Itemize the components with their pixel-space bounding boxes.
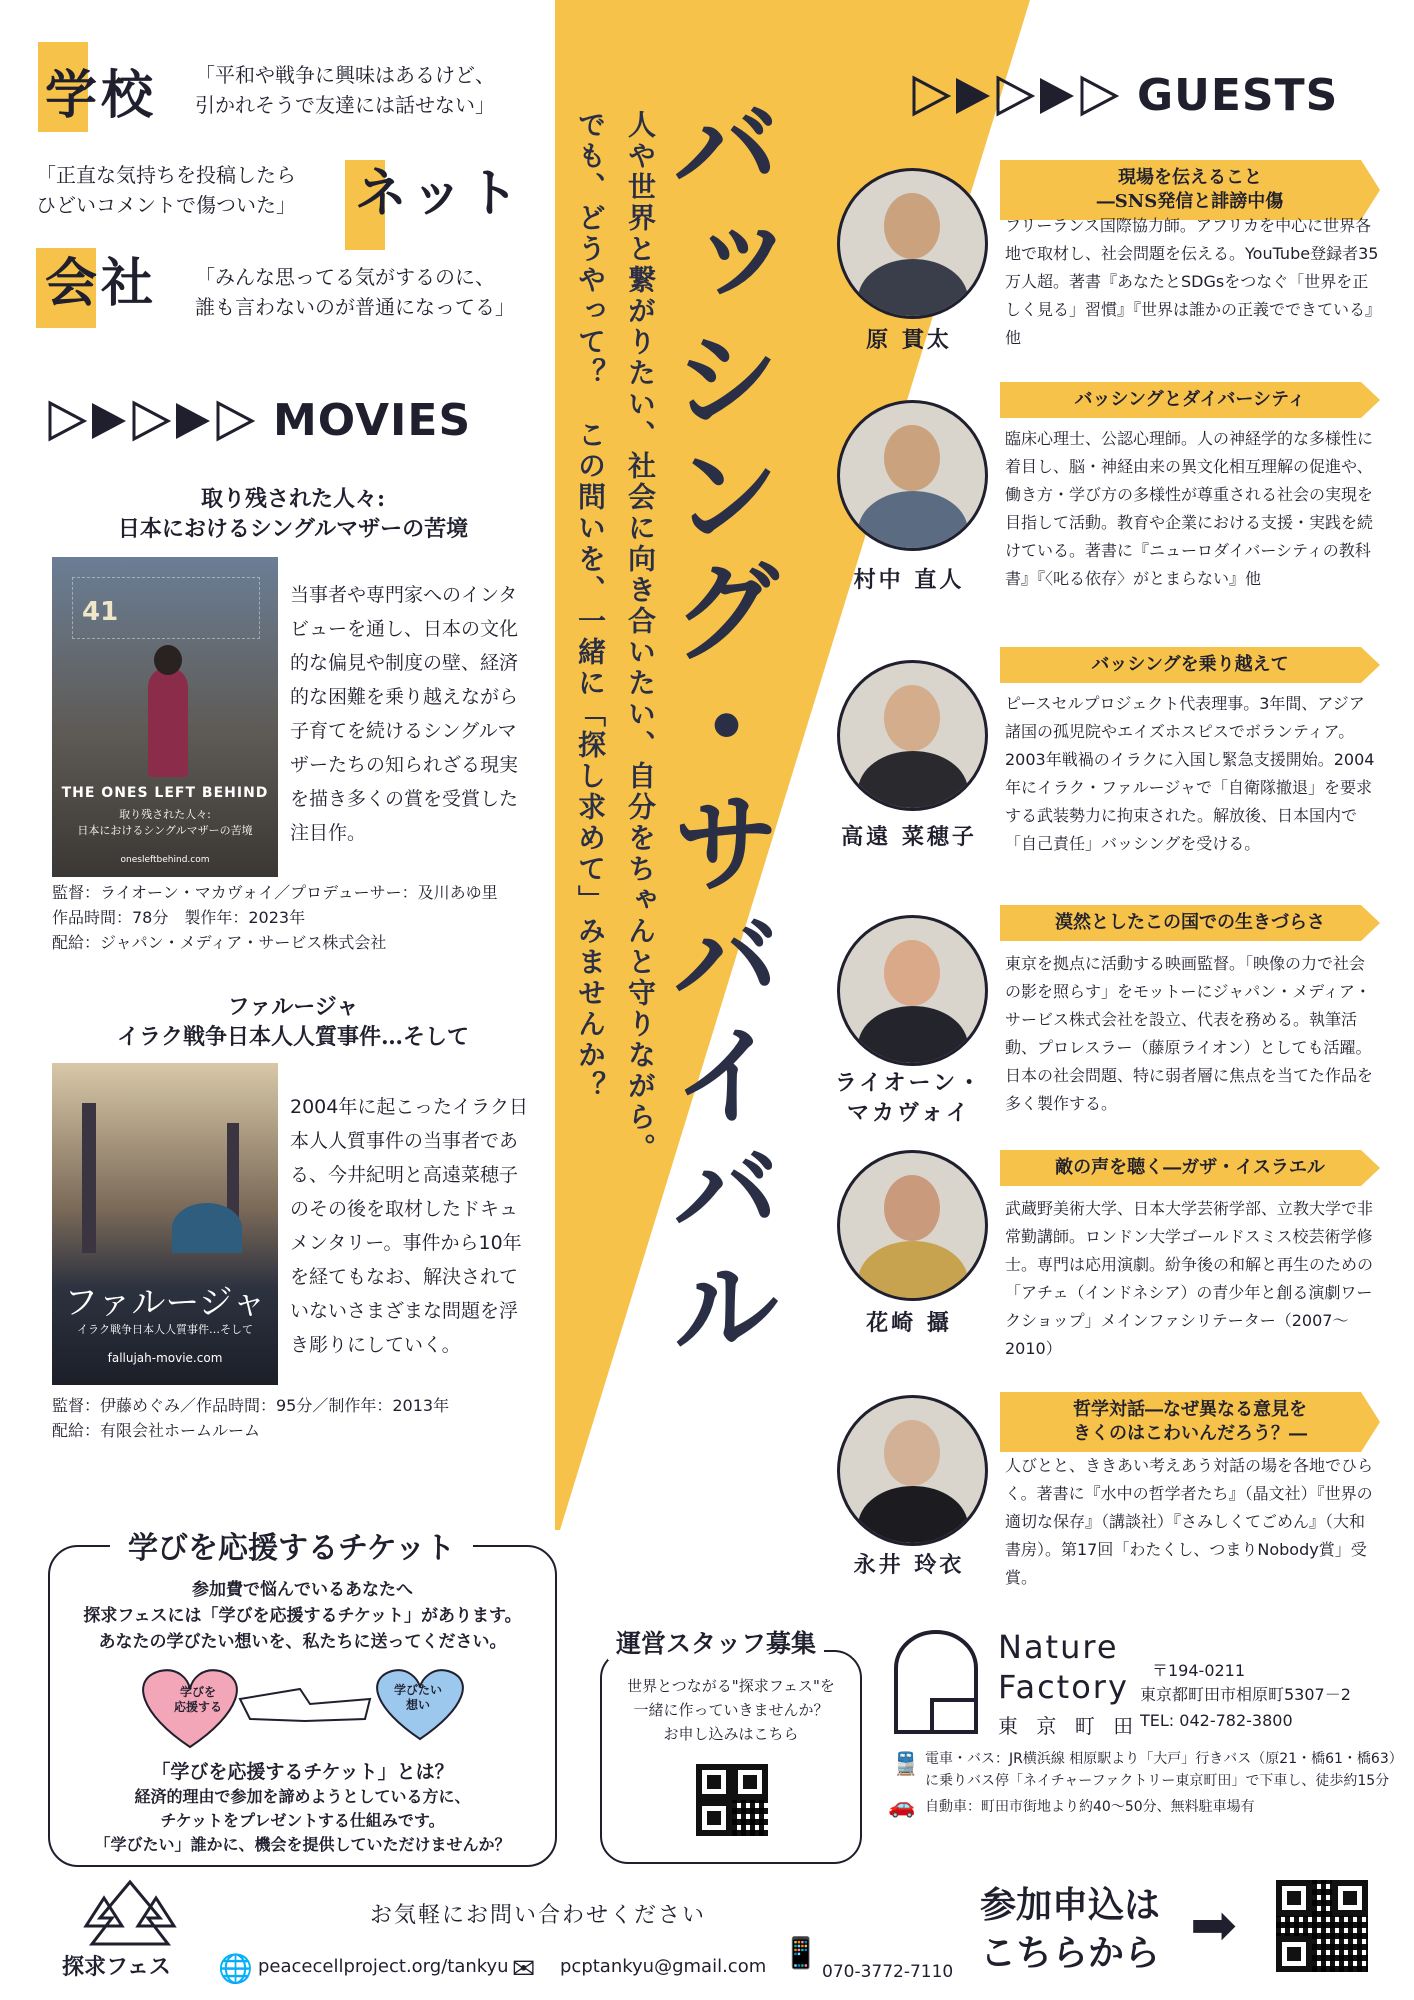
tag-net: ネット: [355, 164, 524, 224]
guest-4-photo: [837, 915, 988, 1066]
tag-company: 会社: [45, 254, 158, 314]
ticket-intro: 参加費で悩んでいるあなたへ 探求フェスには「学びを応援するチケット」があります。 あなたの学びたい想いを、私たちに送ってください。: [83, 1580, 522, 1652]
lead-text: 人や世界と繋がりたい、社会に向き合いたい、自分をちゃんと守りながら。 でも、どうやって？ この問いを、一緒に「探し求めて」みませんか？: [574, 110, 657, 1164]
tree-logo-icon: [82, 1878, 178, 1956]
mosque-dome: [172, 1203, 242, 1253]
movies-heading: [48, 395, 471, 446]
email-link[interactable]: pcptankyu@gmail.com: [560, 1956, 767, 1977]
guest-5-photo: [837, 1150, 988, 1301]
movie-2-description: 2004年に起こったイラク日本人人質事件の当事者である、今井紀明と高遠菜穂子のその後を取材したドキュメンタリー。事件から10年を経てもなお、解決されていないさまざまな問題を浮き彫りにしていく。: [290, 1096, 528, 1356]
quote-net: 「正直な気持ちを投稿したら ひどいコメントで傷ついた」: [36, 163, 296, 217]
access-train: 電車・バス：JR横浜線 相原駅より「大戸」行きバス（原21・橋61・橋63） に乗りバス停「ネイチャーファクトリー東京町田」で下車し、徒歩約15分: [925, 1751, 1403, 1789]
staff-body: 世界とつながる"探求フェス"を 一緒に作っていきませんか？ お申し込みはこちら: [627, 1677, 835, 1743]
award-badge: 41: [82, 597, 119, 627]
guest-5-topic: 敵の声を聴く―ガザ・イスラエル: [1000, 1150, 1380, 1186]
guest-3-photo: [837, 660, 988, 811]
guest-6-topic: 哲学対話―なぜ異なる意見を きくのはこわいんだろう？―: [1000, 1392, 1380, 1452]
access-car: 自動車：町田市街地より約40～50分、無料駐車場有: [925, 1799, 1255, 1815]
contact-caption: お気軽にお問い合わせください: [370, 1903, 707, 1928]
car-icon: 🚗: [888, 1794, 916, 1819]
apply-text: 参加申込は こちらから: [980, 1885, 1161, 1974]
guest-5-bio: 武蔵野美術大学、日本大学芸術学部、立教大学で非常勤講師。ロンドン大学ゴールドスミス校芸術学修士。専門は応用演劇。紛争後の和解と再生のための「アチェ（インドネシア）の青少年と創る演劇ワークショップ」メインファシリテーター（2007〜2010）: [1005, 1199, 1374, 1358]
guest-3-bio: ピースセルプロジェクト代表理事。3年間、アジア諸国の孤児院やエイズホスピスでボランティア。2003年戦禍のイラクに入国し緊急支援開始。2004年にイラク・ファルージャで「自衛隊撤退」を要求する武装勢力に拘束された。解放後、日本国内で「自己責任」バッシングを受ける。: [1005, 694, 1375, 853]
guest-2-name: 村中 直人: [853, 567, 965, 593]
guest-4-bio: 東京を拠点に活動する映画監督。「映像の力で社会の影を照らす」をモットーにジャパン・メディア・サービス株式会社を設立、代表を務める。執筆活動、プロレスラー（藤原ライオン）としても活躍。日本の社会問題、特に弱者層に焦点を当てた作品を多く製作する。: [1005, 954, 1374, 1113]
guests-title: GUESTS: [1137, 70, 1339, 121]
apply-qr-code[interactable]: [1276, 1880, 1368, 1972]
guest-4-topic: 漠然としたこの国での生きづらさ: [1000, 905, 1380, 941]
venue-postal: 〒194-0211: [1152, 1661, 1246, 1680]
ticket-question: 「学びを応援するチケット」とは？: [151, 1761, 454, 1783]
guest-6-name: 永井 玲衣: [853, 1552, 965, 1578]
phone-number[interactable]: 070-3772-7110: [822, 1962, 954, 1982]
guests-heading: [912, 70, 1338, 121]
guest-2-bio: 臨床心理士、公認心理師。人の神経学的な多様性に着目し、脳・神経由来の異文化相互理解の促進や、働き方・学び方の多様性が尊重される社会の実現を目指して活動。教育や企業における支援・実践を続けている。著書に『ニューロダイバーシティの教科書』『〈叱る依存〉がとまらない』他: [1005, 429, 1374, 588]
guest-2-photo: [837, 400, 988, 551]
guest-1-name: 原 貫太: [866, 327, 952, 353]
ticket-heading: 学びを応援するチケット: [110, 1523, 473, 1567]
person-figure: [148, 667, 188, 777]
arrow-right-icon: ➡: [1190, 1893, 1237, 1958]
guest-6-bio: 人びとと、ききあい考えあう対話の場を各地でひらく。著書に『水中の哲学者たち』（晶文社）『世界の適切な保存』（講談社）『さみしくてごめん』（大和書房）。第17回「わたくし、つまりNobody賞」受賞。: [1005, 1456, 1374, 1587]
heart-left-label: 学びを 応援する: [173, 1685, 222, 1714]
website-link[interactable]: peacecellproject.org/tankyu: [258, 1956, 509, 1977]
guest-2-topic: バッシングとダイバーシティ: [1000, 382, 1380, 418]
movie-1-poster: 41 THE ONES LEFT BEHIND 取り残された人々: 日本におけるシングルマザーの苦境 onesleftbehind.com: [52, 557, 278, 877]
guest-1-bio: フリーランス国際協力師。アフリカを中心に世界各地で取材し、社会問題を伝える。YouTube登録者35万人超。著書『あなたとSDGsをつなぐ「世界を正しく見る」習慣』『世界は誰かの正義でできている』他: [1005, 216, 1379, 347]
quote-school: 「平和や戦争に興味はあるけど、 引かれそうで友達には話せない」: [195, 63, 495, 117]
mail-icon: ✉: [512, 1952, 536, 1985]
venue-name-1: Nature: [998, 1628, 1119, 1666]
guest-1-photo: [837, 168, 988, 319]
movie-1-title: 取り残された人々: 日本におけるシングルマザーの苦境: [117, 486, 469, 542]
ticket-explain: 経済的理由で参加を諦めようとしている方に、 チケットをプレゼントする仕組みです。 「学びたい」誰かに、機会を提供していただけませんか？: [94, 1787, 511, 1854]
movies-title: MOVIES: [273, 395, 472, 446]
festival-logo-text: 探求フェス: [62, 1955, 171, 1980]
movie-2-poster: ファルージャ イラク戦争日本人人質事件…そして fallujah-movie.com: [52, 1063, 278, 1385]
guest-4-name: ライオーン・ マカヴォイ: [834, 1070, 984, 1126]
guest-5-name: 花崎 攝: [866, 1310, 952, 1336]
tag-school: 学校: [45, 66, 158, 126]
arrow-triangles-icon: [48, 397, 263, 445]
staff-heading: 運営スタッフ募集: [608, 1624, 824, 1660]
nature-factory-logo-icon: [892, 1628, 980, 1736]
ticket-box: [48, 1531, 557, 1867]
movie-2-credits: 監督：伊藤めぐみ／作品時間：95分／制作年：2013年 配給：有限会社ホームルーム: [52, 1396, 450, 1440]
venue-name-2: Factory: [998, 1668, 1129, 1706]
main-title: バッシング・サバイバル: [653, 90, 783, 1366]
globe-icon: 🌐: [218, 1952, 253, 1985]
heart-right-label: 学びたい 想い: [393, 1683, 442, 1712]
guest-1-topic: 現場を伝えること ―SNS発信と誹謗中傷: [1000, 160, 1380, 220]
movie-2-title: ファルージャ イラク戦争日本人人質事件…そして: [116, 994, 469, 1050]
venue-address: 東京都町田市相原町5307－2: [1140, 1685, 1351, 1704]
arrow-triangles-icon: [912, 72, 1127, 120]
phone-icon: 📱: [782, 1936, 820, 1971]
movie-1-description: 当事者や専門家へのインタビューを通し、日本の文化的な偏見や制度の壁、経済的な困難を乗り越えながら子育てを続けるシングルマザーたちの知られざる現実を描き多くの賞を受賞した注目作。: [290, 584, 519, 844]
venue-name-3: 東 京 町 田: [998, 1714, 1140, 1738]
train-icon: 🚆: [892, 1752, 920, 1777]
guest-3-topic: バッシングを乗り越えて: [1000, 647, 1380, 683]
guest-6-photo: [837, 1395, 988, 1546]
movie-1-credits: 監督：ライオーン・マカヴォイ／プロデューサー：及川あゆ里 作品時間：78分 製作年：2023年 配給：ジャパン・メディア・サービス株式会社: [52, 883, 498, 952]
minaret-left: [82, 1103, 96, 1253]
venue-tel: TEL: 042-782-3800: [1140, 1711, 1293, 1730]
quote-company: 「みんな思ってる気がするのに、 誰も言わないのが普通になってる」: [195, 265, 515, 319]
staff-qr-code[interactable]: [696, 1764, 768, 1836]
guest-3-name: 高遠 菜穂子: [841, 824, 977, 850]
staff-box: [600, 1629, 862, 1864]
